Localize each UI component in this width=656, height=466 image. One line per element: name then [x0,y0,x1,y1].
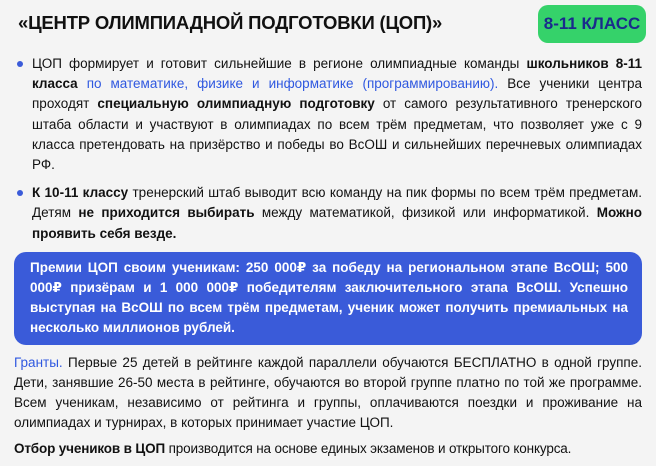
grants-paragraph [14,353,642,434]
bullet-peak-form [14,183,642,244]
grants-text: Первые 25 детей в рейтинге каждой параллели обучаются БЕСПЛАТНО в одной группе. Дети, занявшие 26-50 места в рейтинге, обучаются во второй группе платно по той же программе. Всем ученикам, независимо от рейтинга и группы, оплачиваются поездки и проживание на олимпиадах и турнирах, в которых принимает участие ЦОП. [14,354,642,431]
selection-paragraph [14,439,642,459]
prizes-text: Премии ЦОП своим ученикам: 250 000₽ за победу на региональном этапе ВсОШ; 500 000₽ призёрам и 1 000 000₽ победителям заключительного этапа ВсОШ. Успешно выступая на ВсОШ по всем трём предметам, ученик может получить премиальных на несколько миллионов рублей. [30,259,628,336]
bullet-dot-icon [17,61,23,67]
page-title: «ЦЕНТР ОЛИМПИАДНОЙ ПОДГОТОВКИ (ЦОП)» [18,12,443,33]
bullet-text: тренерский штаб выводит всю команду на пик формы по всем трём предметам. Детям [32,185,642,221]
bullet-text: Все ученики центра проходят [32,76,642,112]
prizes-box [14,252,642,345]
bullet-dot-icon [17,190,23,196]
grants-label: Гранты. [14,354,63,370]
bullet-bold-text: школьников 8-11 класса [32,56,642,92]
bullet-text: между математикой, физикой или информатикой. [254,205,597,221]
bullet-bold-text: не приходится выбирать [78,205,255,221]
bullet-bold-text: К 10-11 классу [32,185,129,201]
selection-label: Отбор учеников в ЦОП [14,441,165,457]
grade-badge: 8-11 КЛАСС [538,5,646,43]
bullet-bold-text: Можно проявить себя везде. [32,205,643,241]
bullet-text: от самого результативного тренерского штаба области и участвуют в олимпиадах по всем трём предметам, что позволяет уже с 9 класса претендовать на призёрство и победы во ВсОШ и сильнейших перечневых олимпиадах РФ. [32,96,642,173]
main-content [14,54,642,466]
header [0,0,656,46]
selection-text: производится на основе единых экзаменов и открытого конкурса. [165,441,572,457]
bullet-text: ЦОП формирует и готовит сильнейшие в регионе олимпиадные команды [32,56,527,71]
bullet-formation [14,54,642,175]
subjects-highlight: по математике, физике и информатике (программированию). [77,76,499,92]
bullet-bold-text: специальную олимпиадную подготовку [97,96,375,112]
